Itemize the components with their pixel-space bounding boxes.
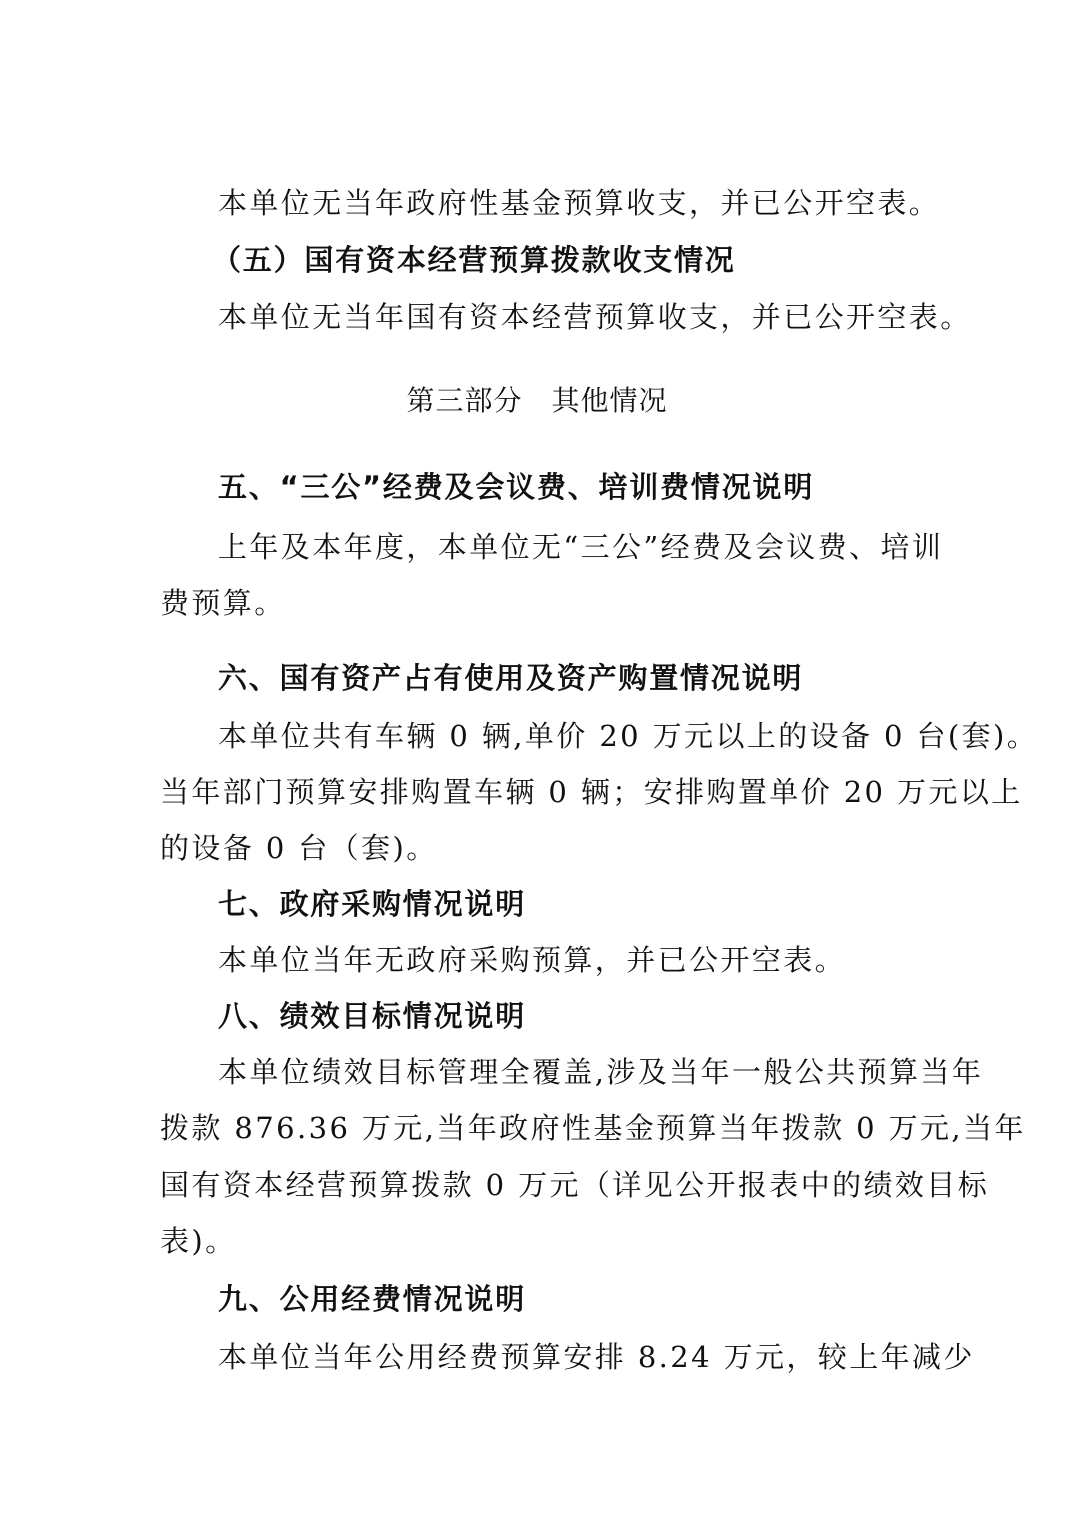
paragraph-state-capital: 本单位无当年国有资本经营预算收支，并已公开空表。 xyxy=(218,300,972,334)
heading-section-eight: 八、绩效目标情况说明 xyxy=(218,999,527,1033)
paragraph-government-fund: 本单位无当年政府性基金预算收支，并已公开空表。 xyxy=(218,186,941,220)
subheading-state-capital: （五）国有资本经营预算拨款收支情况 xyxy=(212,243,736,277)
heading-section-five: 五、“三公”经费及会议费、培训费情况说明 xyxy=(218,470,815,504)
paragraph-eight-line-2: 拨款 876.36 万元,当年政府性基金预算当年拨款 0 万元,当年 xyxy=(160,1111,1026,1145)
heading-section-nine: 九、公用经费情况说明 xyxy=(218,1282,527,1316)
paragraph-nine-line-1: 本单位当年公用经费预算安排 8.24 万元，较上年减少 xyxy=(218,1340,975,1374)
part-three-title: 第三部分 其他情况 xyxy=(406,384,668,417)
paragraph-six-line-3: 的设备 0 台（套)。 xyxy=(160,831,438,865)
heading-section-six: 六、国有资产占有使用及资产购置情况说明 xyxy=(218,661,804,695)
paragraph-five-line-2: 费预算。 xyxy=(160,586,286,620)
heading-section-seven: 七、政府采购情况说明 xyxy=(218,887,527,921)
paragraph-seven: 本单位当年无政府采购预算，并已公开空表。 xyxy=(218,943,847,977)
paragraph-five-line-1: 上年及本年度，本单位无“三公”经费及会议费、培训 xyxy=(218,530,944,564)
paragraph-eight-line-1: 本单位绩效目标管理全覆盖,涉及当年一般公共预算当年 xyxy=(218,1055,984,1089)
paragraph-six-line-1: 本单位共有车辆 0 辆,单价 20 万元以上的设备 0 台(套)。 xyxy=(218,719,1039,753)
paragraph-six-line-2: 当年部门预算安排购置车辆 0 辆；安排购置单价 20 万元以上 xyxy=(160,775,1023,809)
paragraph-eight-line-4: 表)。 xyxy=(160,1224,237,1258)
paragraph-eight-line-3: 国有资本经营预算拨款 0 万元（详见公开报表中的绩效目标 xyxy=(160,1168,990,1202)
